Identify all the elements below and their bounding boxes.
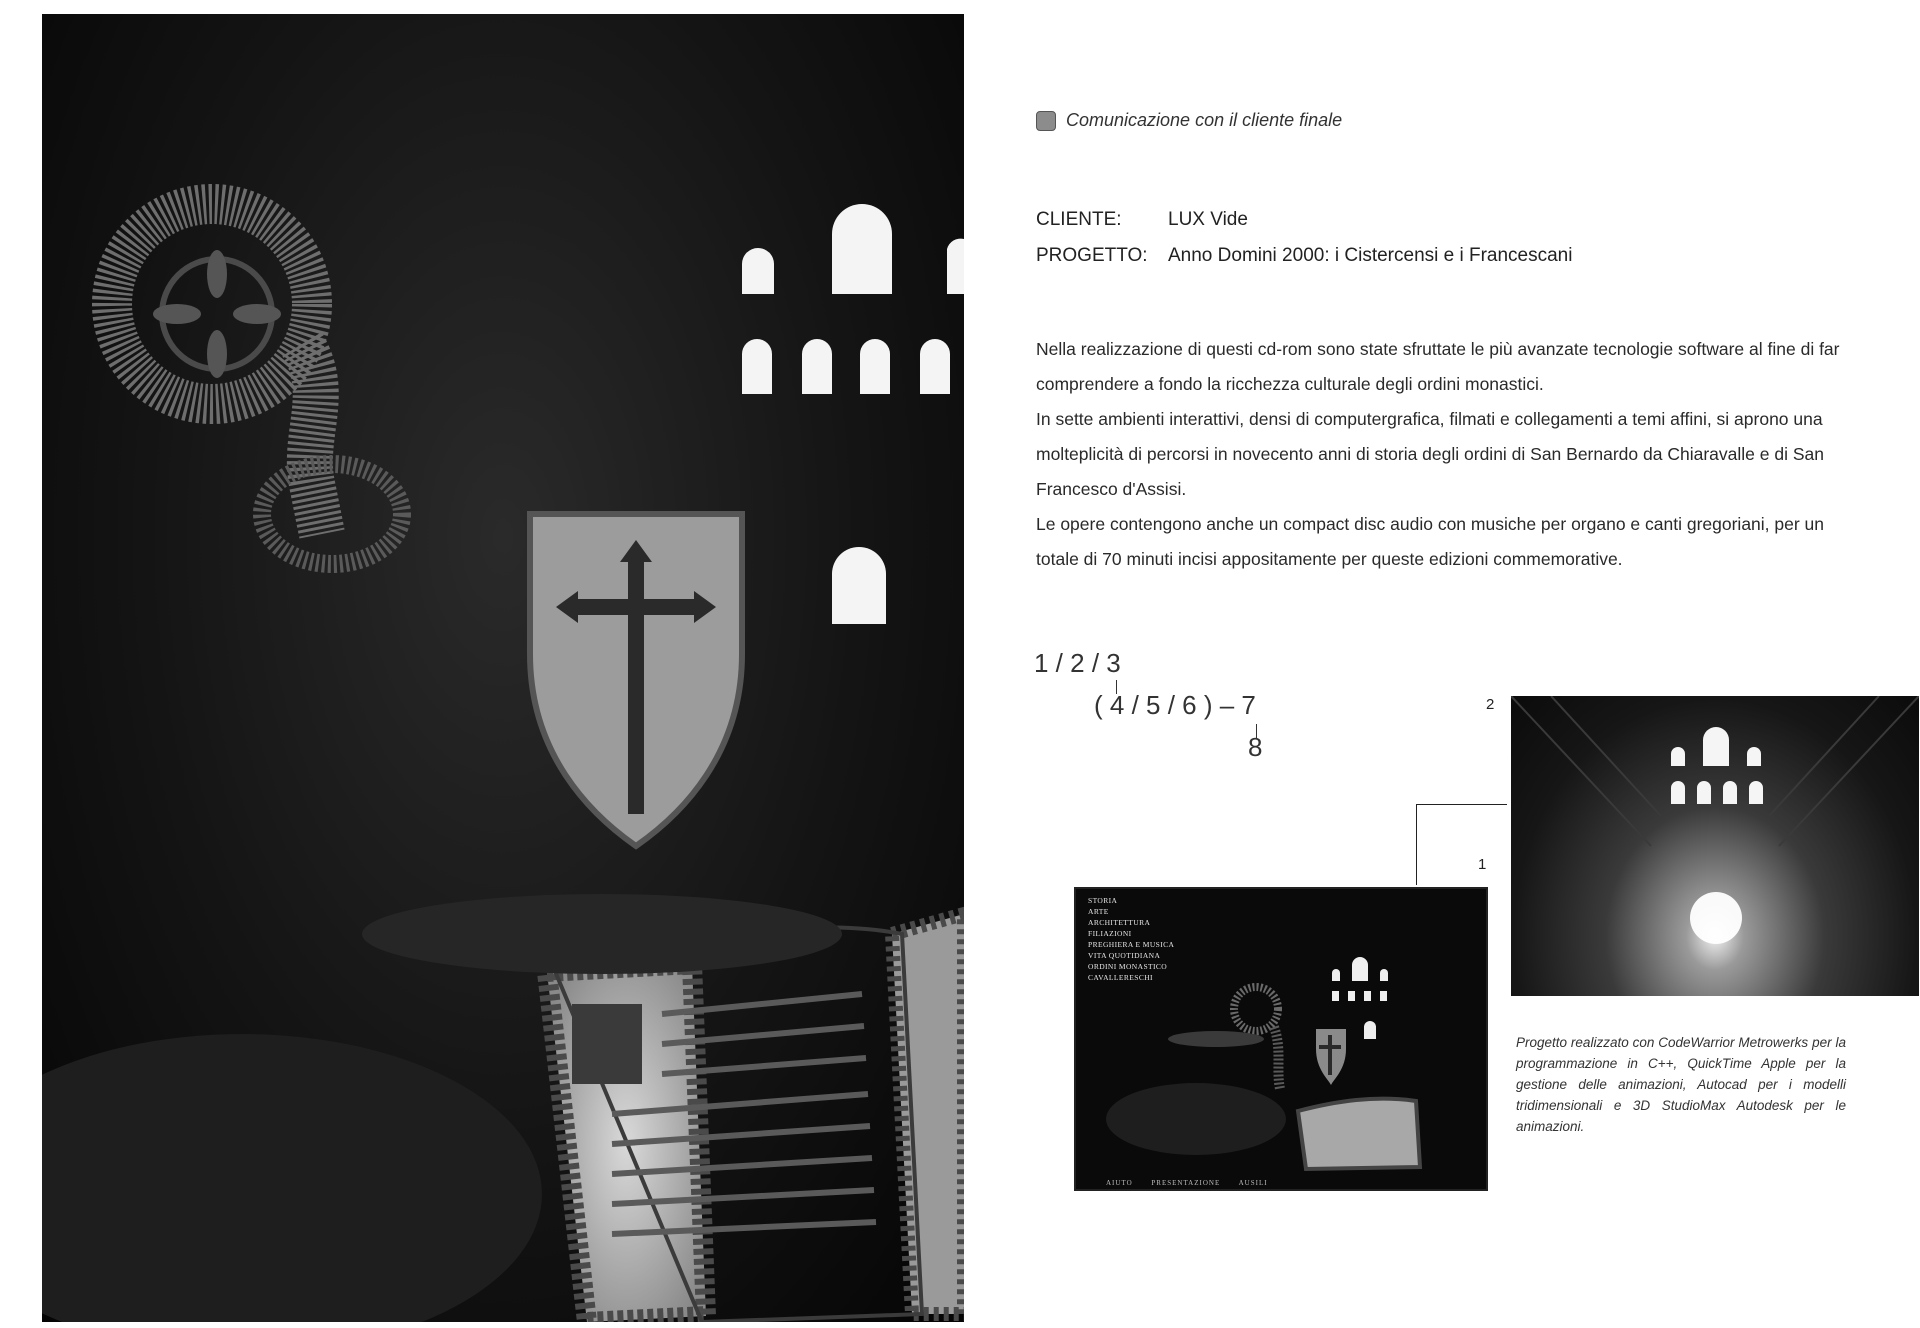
nave-windows [1671, 727, 1763, 804]
screenshot-footer [1106, 1179, 1284, 1187]
footer-item: AUSILI [1238, 1179, 1268, 1187]
hero-scene [42, 14, 964, 1322]
book-shape [547, 914, 964, 1322]
footer-item: AIUTO [1106, 1179, 1133, 1187]
menu-item: PREGHIERA E MUSICA [1088, 940, 1175, 949]
description-paragraph-2: In sette ambienti interattivi, densi di computergrafica, filmati e collegamenti a temi affini, si aprono una molteplicità di percorsi in novecento anni di storia degli ordini di San Bernardo da Chiaravalle e di San Francesco d'Assisi. [1036, 409, 1824, 499]
menu-item: ARCHITETTURA [1088, 918, 1151, 927]
project-meta [1036, 202, 1572, 274]
project-label: PROGETTO: [1036, 245, 1148, 266]
screenshot-2 [1511, 696, 1919, 996]
footer-item: PRESENTAZIONE [1151, 1179, 1221, 1187]
tag-square-icon [1036, 111, 1056, 131]
navigation-flow [1034, 648, 1274, 778]
section-tag [1036, 110, 1342, 131]
shield-shape [530, 514, 742, 846]
menu-item: ARTE [1088, 907, 1109, 916]
screenshot-number-1: 1 [1478, 856, 1487, 873]
menu-item: STORIA [1088, 896, 1118, 905]
project-row [1036, 238, 1572, 274]
callout-connector [1416, 804, 1507, 885]
description [1036, 332, 1846, 577]
menu-item: CAVALLERESCHI [1088, 973, 1153, 982]
section-label: Comunicazione con il cliente finale [1066, 110, 1343, 130]
description-paragraph-3: Le opere contengono anche un compact disc audio con musiche per organo e canti gregoriani, per un totale di 70 minuti incisi appositamente per queste edizioni commemorative. [1036, 514, 1825, 569]
menu-item: VITA QUOTIDIANA [1088, 951, 1161, 960]
project-value: Anno Domini 2000: i Cistercensi e i Francescani [1168, 245, 1573, 266]
screenshot-menu [1088, 895, 1174, 983]
hero-photo [42, 14, 964, 1322]
client-label: CLIENTE: [1036, 209, 1122, 230]
light-glow [1690, 892, 1742, 944]
screenshot-1 [1074, 887, 1488, 1191]
client-row [1036, 202, 1572, 238]
flow-row-3: 8 [1248, 732, 1263, 762]
floor-shape [42, 1034, 542, 1322]
flow-row-2: ( 4 / 5 / 6 ) – 7 [1094, 690, 1256, 720]
nave-scene [1511, 696, 1919, 996]
flow-row-1: 1 / 2 / 3 [1034, 648, 1121, 678]
client-value: LUX Vide [1168, 209, 1248, 230]
screenshot-number-2: 2 [1486, 696, 1495, 713]
windows-shape [742, 204, 964, 624]
menu-item: ORDINI MONASTICO [1088, 962, 1168, 971]
menu-item: FILIAZIONI [1088, 929, 1132, 938]
crozier-shape [112, 204, 402, 564]
description-paragraph-1: Nella realizzazione di questi cd-rom sono state sfruttate le più avanzate tecnologie software al fine di far comprendere a fondo la ricchezza culturale degli ordini monastici. [1036, 339, 1840, 394]
caption: Progetto realizzato con CodeWarrior Metrowerks per la programmazione in C++, QuickTime Apple per la gestione delle animazioni, Autocad per i modelli tridimensionali e 3D StudioMax Autodesk per le animazioni. [1516, 1035, 1846, 1134]
table-shape [362, 894, 842, 974]
